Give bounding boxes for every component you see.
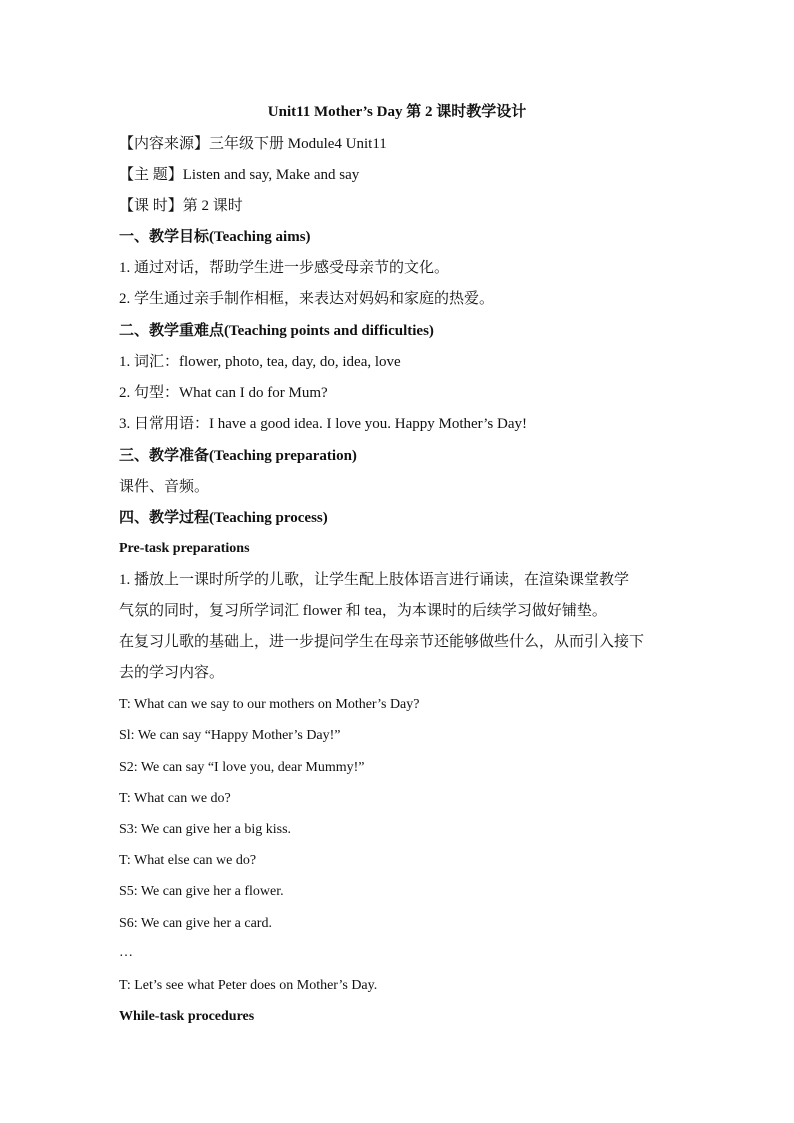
preparation-text: 课件、音频。 [119,479,210,495]
point-item: 2. 句型：What can I do for Mum? [119,385,328,401]
dialogue-line: T: What can we do? [119,791,231,806]
paragraph-line: 气氛的同时，复习所学词汇 flower 和 tea，为本课时的后续学习做好铺垫。 [119,603,607,619]
dialogue-line: T: What can we say to our mothers on Mother’s Day? [119,697,420,712]
dialogue-line: S5: We can give her a flower. [119,884,284,899]
section-heading-points: 二、教学重难点(Teaching points and difficulties) [119,323,434,339]
section-heading-process: 四、教学过程(Teaching process) [119,510,328,526]
point-item: 1. 词汇：flower, photo, tea, day, do, idea, love [119,354,401,370]
meta-source: 【内容来源】三年级下册 Module4 Unit11 [119,136,387,152]
dialogue-line: T: What else can we do? [119,853,257,868]
aim-item: 1. 通过对话，帮助学生进一步感受母亲节的文化。 [119,260,450,276]
dialogue-line: Sl: We can say “Happy Mother’s Day!” [119,728,341,743]
dialogue-line: S6: We can give her a card. [119,916,272,931]
subheading-while-task: While-task procedures [119,1009,255,1024]
paragraph-line: 去的学习内容。 [119,665,225,681]
paragraph-line: 在复习儿歌的基础上，进一步提问学生在母亲节还能够做些什么，从而引入接下 [119,634,645,650]
dialogue-line: S2: We can say “I love you, dear Mummy!” [119,760,365,775]
document-title: Unit11 Mother’s Day 第 2 课时教学设计 [267,104,527,120]
point-item: 3. 日常用语：I have a good idea. I love you. Happy Mother’s Day! [119,416,527,432]
dialogue-line: S3: We can give her a big kiss. [119,822,292,837]
dialogue-line: T: Let’s see what Peter does on Mother’s Day. [119,978,378,993]
meta-period: 【课 时】第 2 课时 [119,198,243,214]
section-heading-aims: 一、教学目标(Teaching aims) [119,229,311,245]
aim-item: 2. 学生通过亲手制作相框，来表达对妈妈和家庭的热爱。 [119,291,495,307]
meta-topic: 【主 题】Listen and say, Make and say [119,167,360,183]
paragraph-line: 1. 播放上一课时所学的儿歌，让学生配上肢体语言进行诵读，在渲染课堂教学 [119,572,630,588]
dialogue-ellipsis: … [119,945,133,960]
subheading-pre-task: Pre-task preparations [119,541,250,556]
section-heading-preparation: 三、教学准备(Teaching preparation) [119,448,357,464]
